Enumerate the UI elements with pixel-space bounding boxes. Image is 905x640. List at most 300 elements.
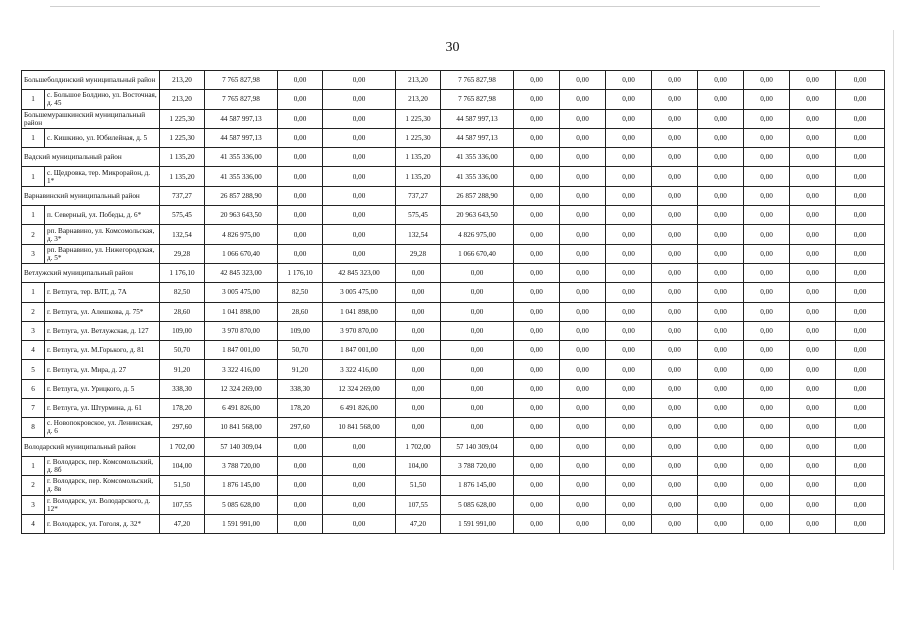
value-cell: 0,00 (698, 341, 744, 360)
value-cell: 5 085 628,00 (441, 495, 514, 514)
value-cell: 0,00 (744, 244, 790, 263)
table-row (22, 360, 885, 379)
value-cell: 82,50 (278, 283, 323, 302)
value-cell: 0,00 (514, 283, 560, 302)
value-cell: 0,00 (278, 476, 323, 495)
value-cell: 0,00 (323, 167, 396, 186)
value-cell: 0,00 (836, 302, 885, 321)
value-cell: 0,00 (606, 283, 652, 302)
district-row (22, 109, 885, 128)
value-cell: 0,00 (836, 148, 885, 167)
row-index: 3 (22, 321, 45, 340)
value-cell: 0,00 (514, 128, 560, 147)
value-cell: 0,00 (698, 206, 744, 225)
value-cell: 0,00 (396, 379, 441, 398)
value-cell: 1 876 145,00 (205, 476, 278, 495)
value-cell: 0,00 (278, 495, 323, 514)
value-cell: 0,00 (790, 167, 836, 186)
value-cell: 10 841 568,00 (323, 418, 396, 437)
address-cell: г. Ветлуга, тер. ВЛТ, д. 7А (45, 283, 160, 302)
row-index: 7 (22, 399, 45, 418)
value-cell: 0,00 (606, 476, 652, 495)
value-cell: 0,00 (836, 283, 885, 302)
address-cell: с. Большое Болдино, ул. Восточная, д. 45 (45, 90, 160, 109)
value-cell: 0,00 (323, 225, 396, 244)
value-cell: 7 765 827,98 (205, 90, 278, 109)
value-cell: 57 140 309,04 (441, 437, 514, 456)
value-cell: 1 066 670,40 (441, 244, 514, 263)
value-cell: 0,00 (323, 437, 396, 456)
row-index: 3 (22, 244, 45, 263)
row-index: 2 (22, 225, 45, 244)
table-row (22, 90, 885, 109)
value-cell: 0,00 (323, 206, 396, 225)
value-cell: 0,00 (514, 341, 560, 360)
value-cell: 44 587 997,13 (205, 109, 278, 128)
value-cell: 0,00 (278, 109, 323, 128)
value-cell: 1 135,20 (160, 167, 205, 186)
value-cell: 0,00 (278, 206, 323, 225)
value-cell: 0,00 (560, 495, 606, 514)
value-cell: 0,00 (744, 514, 790, 533)
value-cell: 0,00 (441, 379, 514, 398)
value-cell: 41 355 336,00 (205, 148, 278, 167)
value-cell: 0,00 (836, 321, 885, 340)
value-cell: 82,50 (160, 283, 205, 302)
value-cell: 0,00 (396, 283, 441, 302)
value-cell: 0,00 (698, 90, 744, 109)
district-name: Большеболдинский муниципальный район (22, 71, 160, 90)
value-cell: 0,00 (652, 167, 698, 186)
value-cell: 1 225,30 (396, 109, 441, 128)
value-cell: 0,00 (606, 225, 652, 244)
value-cell: 107,55 (160, 495, 205, 514)
value-cell: 41 355 336,00 (441, 148, 514, 167)
address-cell: г. Ветлуга, ул. Урицкого, д. 5 (45, 379, 160, 398)
value-cell: 0,00 (606, 456, 652, 475)
value-cell: 0,00 (744, 186, 790, 205)
value-cell: 0,00 (698, 167, 744, 186)
row-index: 1 (22, 167, 45, 186)
value-cell: 0,00 (514, 495, 560, 514)
value-cell: 0,00 (514, 244, 560, 263)
value-cell: 0,00 (652, 206, 698, 225)
value-cell: 0,00 (790, 399, 836, 418)
value-cell: 26 857 288,90 (205, 186, 278, 205)
value-cell: 0,00 (606, 514, 652, 533)
value-cell: 0,00 (698, 225, 744, 244)
value-cell: 213,20 (160, 90, 205, 109)
value-cell: 213,20 (160, 71, 205, 90)
value-cell: 0,00 (652, 476, 698, 495)
table-row (22, 418, 885, 437)
row-index: 2 (22, 476, 45, 495)
value-cell: 0,00 (698, 379, 744, 398)
value-cell: 1 041 898,00 (205, 302, 278, 321)
value-cell: 1 591 991,00 (205, 514, 278, 533)
address-cell: г. Володарск, ул. Гоголя, д. 32* (45, 514, 160, 533)
row-index: 8 (22, 418, 45, 437)
value-cell: 0,00 (560, 225, 606, 244)
value-cell: 3 970 870,00 (205, 321, 278, 340)
value-cell: 3 322 416,00 (205, 360, 278, 379)
table-row (22, 476, 885, 495)
value-cell: 0,00 (652, 186, 698, 205)
value-cell: 0,00 (514, 476, 560, 495)
value-cell: 44 587 997,13 (441, 128, 514, 147)
value-cell: 44 587 997,13 (205, 128, 278, 147)
value-cell: 0,00 (606, 495, 652, 514)
row-index: 1 (22, 456, 45, 475)
value-cell: 0,00 (278, 244, 323, 263)
value-cell: 47,20 (396, 514, 441, 533)
value-cell: 0,00 (698, 302, 744, 321)
value-cell: 0,00 (698, 399, 744, 418)
value-cell: 0,00 (514, 379, 560, 398)
value-cell: 0,00 (698, 321, 744, 340)
value-cell: 0,00 (836, 360, 885, 379)
value-cell: 0,00 (698, 456, 744, 475)
value-cell: 0,00 (514, 360, 560, 379)
value-cell: 51,50 (396, 476, 441, 495)
row-index: 2 (22, 302, 45, 321)
value-cell: 0,00 (560, 399, 606, 418)
value-cell: 3 005 475,00 (323, 283, 396, 302)
value-cell: 0,00 (836, 128, 885, 147)
value-cell: 0,00 (652, 379, 698, 398)
value-cell: 0,00 (560, 148, 606, 167)
value-cell: 1 702,00 (160, 437, 205, 456)
value-cell: 0,00 (514, 206, 560, 225)
value-cell: 0,00 (514, 225, 560, 244)
value-cell: 0,00 (323, 148, 396, 167)
value-cell: 0,00 (514, 321, 560, 340)
value-cell: 107,55 (396, 495, 441, 514)
value-cell: 1 176,10 (160, 263, 205, 282)
value-cell: 0,00 (652, 283, 698, 302)
value-cell: 0,00 (790, 360, 836, 379)
value-cell: 12 324 269,00 (323, 379, 396, 398)
value-cell: 0,00 (652, 360, 698, 379)
row-index: 1 (22, 206, 45, 225)
page-number: 30 (445, 40, 460, 55)
district-row (22, 186, 885, 205)
value-cell: 0,00 (606, 302, 652, 321)
value-cell: 0,00 (323, 71, 396, 90)
address-cell: г. Володарск, ул. Володарского, д. 12* (45, 495, 160, 514)
value-cell: 0,00 (606, 360, 652, 379)
value-cell: 0,00 (278, 148, 323, 167)
value-cell: 0,00 (560, 418, 606, 437)
value-cell: 0,00 (836, 379, 885, 398)
value-cell: 0,00 (790, 283, 836, 302)
value-cell: 0,00 (744, 360, 790, 379)
row-index: 1 (22, 283, 45, 302)
table-row (22, 283, 885, 302)
value-cell: 0,00 (744, 379, 790, 398)
value-cell: 0,00 (514, 418, 560, 437)
value-cell: 0,00 (652, 302, 698, 321)
value-cell: 1 591 991,00 (441, 514, 514, 533)
value-cell: 0,00 (606, 418, 652, 437)
value-cell: 0,00 (560, 263, 606, 282)
value-cell: 1 135,20 (396, 167, 441, 186)
value-cell: 0,00 (278, 186, 323, 205)
value-cell: 3 005 475,00 (205, 283, 278, 302)
value-cell: 28,60 (278, 302, 323, 321)
value-cell: 0,00 (606, 186, 652, 205)
value-cell: 0,00 (790, 263, 836, 282)
district-row (22, 148, 885, 167)
value-cell: 109,00 (278, 321, 323, 340)
value-cell: 3 788 720,00 (441, 456, 514, 475)
value-cell: 0,00 (744, 206, 790, 225)
value-cell: 0,00 (560, 109, 606, 128)
value-cell: 0,00 (514, 109, 560, 128)
value-cell: 132,54 (160, 225, 205, 244)
value-cell: 29,28 (396, 244, 441, 263)
value-cell: 1 041 898,00 (323, 302, 396, 321)
value-cell: 26 857 288,90 (441, 186, 514, 205)
value-cell: 1 702,00 (396, 437, 441, 456)
row-index: 4 (22, 514, 45, 533)
value-cell: 0,00 (744, 418, 790, 437)
value-cell: 575,45 (160, 206, 205, 225)
value-cell: 1 225,30 (160, 109, 205, 128)
value-cell: 42 845 323,00 (205, 263, 278, 282)
value-cell: 0,00 (790, 495, 836, 514)
value-cell: 0,00 (744, 476, 790, 495)
value-cell: 0,00 (790, 437, 836, 456)
table-row (22, 341, 885, 360)
address-cell: с. Новопокровское, ул. Ленинская, д. 6 (45, 418, 160, 437)
value-cell: 0,00 (560, 186, 606, 205)
district-name: Варнавинский муниципальный район (22, 186, 160, 205)
value-cell: 91,20 (160, 360, 205, 379)
value-cell: 0,00 (652, 90, 698, 109)
value-cell: 5 085 628,00 (205, 495, 278, 514)
value-cell: 0,00 (790, 302, 836, 321)
value-cell: 213,20 (396, 90, 441, 109)
value-cell: 0,00 (744, 148, 790, 167)
value-cell: 0,00 (278, 514, 323, 533)
value-cell: 0,00 (441, 399, 514, 418)
value-cell: 0,00 (652, 418, 698, 437)
row-index: 3 (22, 495, 45, 514)
value-cell: 0,00 (836, 418, 885, 437)
value-cell: 0,00 (323, 90, 396, 109)
value-cell: 0,00 (652, 71, 698, 90)
value-cell: 42 845 323,00 (323, 263, 396, 282)
value-cell: 0,00 (698, 360, 744, 379)
value-cell: 0,00 (560, 71, 606, 90)
value-cell: 0,00 (652, 437, 698, 456)
value-cell: 50,70 (160, 341, 205, 360)
value-cell: 0,00 (396, 360, 441, 379)
district-name: Большемурашкинский муниципальный район (22, 109, 160, 128)
value-cell: 0,00 (652, 225, 698, 244)
value-cell: 1 066 670,40 (205, 244, 278, 263)
value-cell: 0,00 (441, 263, 514, 282)
value-cell: 0,00 (514, 302, 560, 321)
table-row (22, 302, 885, 321)
value-cell: 41 355 336,00 (205, 167, 278, 186)
value-cell: 0,00 (836, 263, 885, 282)
value-cell: 0,00 (606, 90, 652, 109)
value-cell: 0,00 (278, 437, 323, 456)
value-cell: 0,00 (744, 302, 790, 321)
value-cell: 0,00 (323, 456, 396, 475)
value-cell: 0,00 (441, 302, 514, 321)
value-cell: 20 963 643,50 (205, 206, 278, 225)
value-cell: 297,60 (160, 418, 205, 437)
value-cell: 0,00 (560, 341, 606, 360)
table-row (22, 206, 885, 225)
value-cell: 0,00 (514, 148, 560, 167)
value-cell: 297,60 (278, 418, 323, 437)
address-cell: г. Ветлуга, ул. Алешкова, д. 75* (45, 302, 160, 321)
value-cell: 0,00 (396, 263, 441, 282)
value-cell: 0,00 (606, 341, 652, 360)
value-cell: 0,00 (278, 225, 323, 244)
value-cell: 7 765 827,98 (441, 71, 514, 90)
value-cell: 0,00 (790, 109, 836, 128)
value-cell: 0,00 (278, 90, 323, 109)
value-cell: 10 841 568,00 (205, 418, 278, 437)
value-cell: 3 322 416,00 (323, 360, 396, 379)
value-cell: 0,00 (514, 71, 560, 90)
value-cell: 0,00 (514, 514, 560, 533)
value-cell: 0,00 (396, 399, 441, 418)
value-cell: 0,00 (560, 283, 606, 302)
value-cell: 0,00 (836, 495, 885, 514)
value-cell: 178,20 (160, 399, 205, 418)
value-cell: 29,28 (160, 244, 205, 263)
address-cell: г. Ветлуга, ул. М.Горького, д. 81 (45, 341, 160, 360)
table-row (22, 225, 885, 244)
value-cell: 4 826 975,00 (205, 225, 278, 244)
value-cell: 1 225,30 (160, 128, 205, 147)
value-cell: 47,20 (160, 514, 205, 533)
value-cell: 0,00 (652, 244, 698, 263)
value-cell: 20 963 643,50 (441, 206, 514, 225)
row-index: 4 (22, 341, 45, 360)
scan-top-rule (50, 6, 820, 7)
value-cell: 0,00 (323, 244, 396, 263)
value-cell: 0,00 (698, 283, 744, 302)
value-cell: 1 847 001,00 (205, 341, 278, 360)
value-cell: 0,00 (606, 109, 652, 128)
district-row (22, 263, 885, 282)
value-cell: 0,00 (744, 71, 790, 90)
address-cell: г. Ветлуга, ул. Штурмина, д. 61 (45, 399, 160, 418)
value-cell: 0,00 (441, 360, 514, 379)
value-cell: 0,00 (606, 321, 652, 340)
value-cell: 0,00 (560, 321, 606, 340)
value-cell: 0,00 (606, 148, 652, 167)
value-cell: 0,00 (278, 128, 323, 147)
value-cell: 0,00 (790, 476, 836, 495)
address-cell: г. Володарск, пер. Комсомольский, д. 8в (45, 476, 160, 495)
value-cell: 0,00 (560, 90, 606, 109)
value-cell: 0,00 (323, 186, 396, 205)
value-cell: 6 491 826,00 (205, 399, 278, 418)
address-cell: с. Кишкино, ул. Юбилейная, д. 5 (45, 128, 160, 147)
value-cell: 338,30 (278, 379, 323, 398)
value-cell: 104,00 (160, 456, 205, 475)
value-cell: 0,00 (606, 437, 652, 456)
value-cell: 0,00 (560, 206, 606, 225)
value-cell: 0,00 (396, 321, 441, 340)
value-cell: 0,00 (744, 495, 790, 514)
address-cell: г. Володарск, пер. Комсомольский, д. 8б (45, 456, 160, 475)
table-row (22, 128, 885, 147)
row-index: 5 (22, 360, 45, 379)
value-cell: 0,00 (698, 109, 744, 128)
value-cell: 1 135,20 (396, 148, 441, 167)
value-cell: 0,00 (744, 225, 790, 244)
value-cell: 0,00 (836, 399, 885, 418)
value-cell: 0,00 (790, 418, 836, 437)
value-cell: 0,00 (836, 341, 885, 360)
address-cell: рп. Варнавино, ул. Нижегородская, д. 5* (45, 244, 160, 263)
value-cell: 0,00 (323, 495, 396, 514)
table-row (22, 167, 885, 186)
value-cell: 0,00 (836, 167, 885, 186)
value-cell: 0,00 (698, 244, 744, 263)
scan-side-rule (893, 30, 894, 570)
address-cell: г. Ветлуга, ул. Ветлужская, д. 127 (45, 321, 160, 340)
value-cell: 0,00 (698, 71, 744, 90)
value-cell: 0,00 (790, 90, 836, 109)
value-cell: 0,00 (790, 321, 836, 340)
value-cell: 0,00 (836, 225, 885, 244)
district-name: Вадский муниципальный район (22, 148, 160, 167)
value-cell: 3 970 870,00 (323, 321, 396, 340)
value-cell: 0,00 (441, 283, 514, 302)
table-body (22, 71, 885, 534)
value-cell: 1 847 001,00 (323, 341, 396, 360)
value-cell: 0,00 (698, 418, 744, 437)
value-cell: 0,00 (396, 341, 441, 360)
value-cell: 0,00 (698, 514, 744, 533)
table-row (22, 321, 885, 340)
value-cell: 0,00 (744, 90, 790, 109)
value-cell: 0,00 (652, 109, 698, 128)
value-cell: 0,00 (744, 321, 790, 340)
value-cell: 0,00 (652, 495, 698, 514)
value-cell: 109,00 (160, 321, 205, 340)
value-cell: 7 765 827,98 (441, 90, 514, 109)
value-cell: 0,00 (744, 167, 790, 186)
value-cell: 0,00 (652, 128, 698, 147)
value-cell: 0,00 (836, 456, 885, 475)
value-cell: 0,00 (836, 514, 885, 533)
value-cell: 7 765 827,98 (205, 71, 278, 90)
value-cell: 0,00 (790, 456, 836, 475)
value-cell: 0,00 (514, 167, 560, 186)
value-cell: 0,00 (836, 71, 885, 90)
value-cell: 0,00 (836, 90, 885, 109)
value-cell: 0,00 (441, 418, 514, 437)
value-cell: 0,00 (514, 90, 560, 109)
value-cell: 0,00 (606, 263, 652, 282)
value-cell: 0,00 (652, 148, 698, 167)
value-cell: 0,00 (278, 456, 323, 475)
value-cell: 0,00 (744, 399, 790, 418)
value-cell: 0,00 (606, 128, 652, 147)
value-cell: 91,20 (278, 360, 323, 379)
